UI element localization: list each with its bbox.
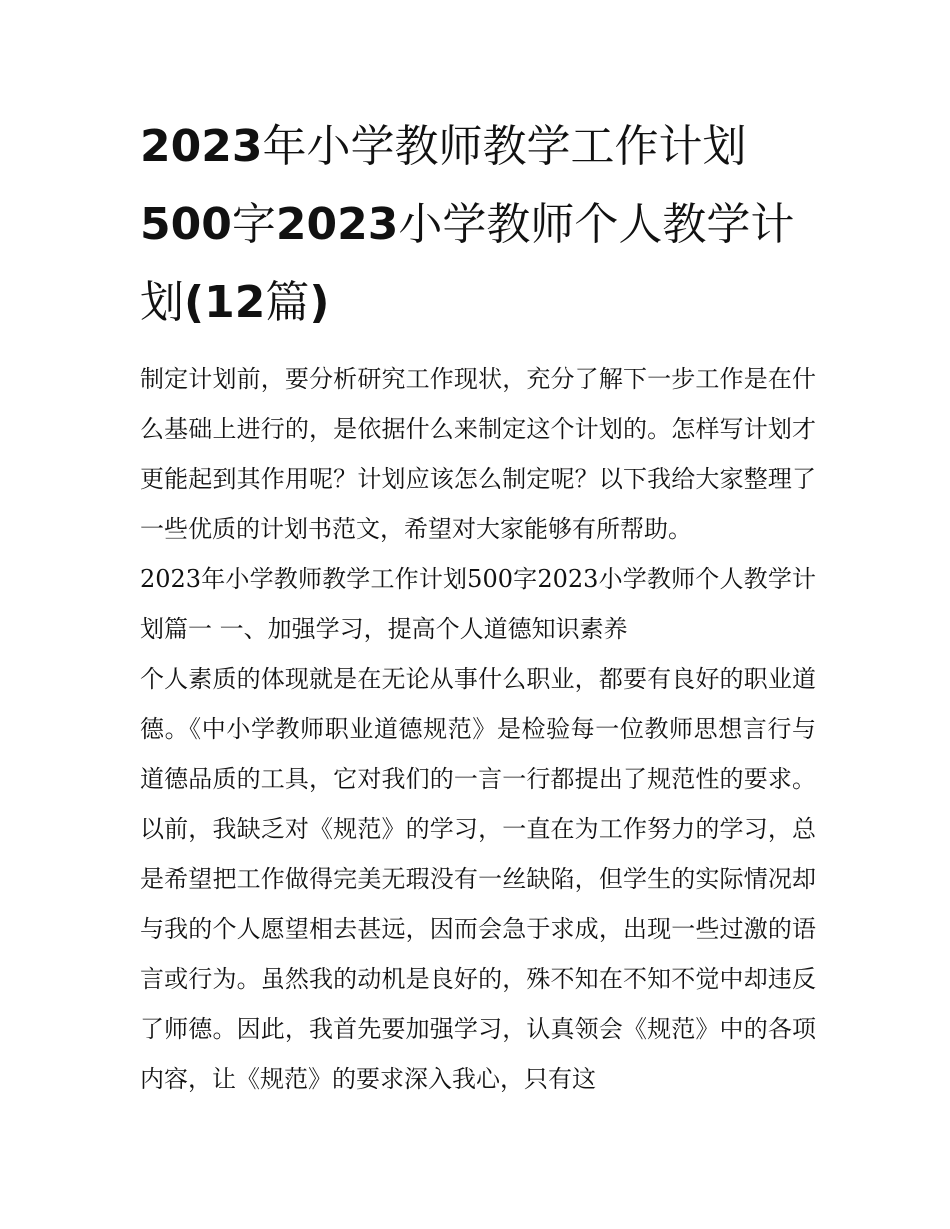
body-paragraph: 个人素质的体现就是在无论从事什么职业，都要有良好的职业道德。《中小学教师职业道德规范》是检验每一位教师思想言行与道德品质的工具，它对我们的一言一行都提出了规范性的要求。以前，我缺乏对《规范》的学习，一直在为工作努力的学习，总是希望把工作做得完美无瑕没有一丝缺陷，但学生的实际情况却与我的个人愿望相去甚远，因而会急于求成，出现一些过激的语言或行为。虽然我的动机是良好的，殊不知在不知不觉中却违反了师德。因此，我首先要加强学习，认真领会《规范》中的各项内容，让《规范》的要求深入我心，只有这: [140, 665, 816, 1093]
document-title: [140, 108, 816, 342]
document-page: [140, 108, 816, 1104]
title-part: ): [309, 277, 330, 328]
section-heading-paragraph: 2023年小学教师教学工作计划500字2023小学教师个人教学计划篇一 一、加强学习，提高个人道德知识素养: [140, 565, 816, 643]
title-part: 年小学教师教学工作计划: [262, 121, 747, 172]
title-part: 字: [231, 199, 276, 250]
title-part: 小学教师个人教学计划: [140, 199, 795, 328]
title-part: 篇: [265, 277, 310, 328]
title-part: (12: [184, 277, 266, 328]
title-part: 2023: [140, 121, 263, 172]
title-part: 500: [140, 199, 232, 250]
title-part: 2023: [275, 199, 399, 250]
intro-paragraph: 制定计划前，要分析研究工作现状，充分了解下一步工作是在什么基础上进行的，是依据什么来制定这个计划的。怎样写计划才更能起到其作用呢？计划应该怎么制定呢？以下我给大家整理了一些优质的计划书范文，希望对大家能够有所帮助。: [140, 365, 816, 543]
